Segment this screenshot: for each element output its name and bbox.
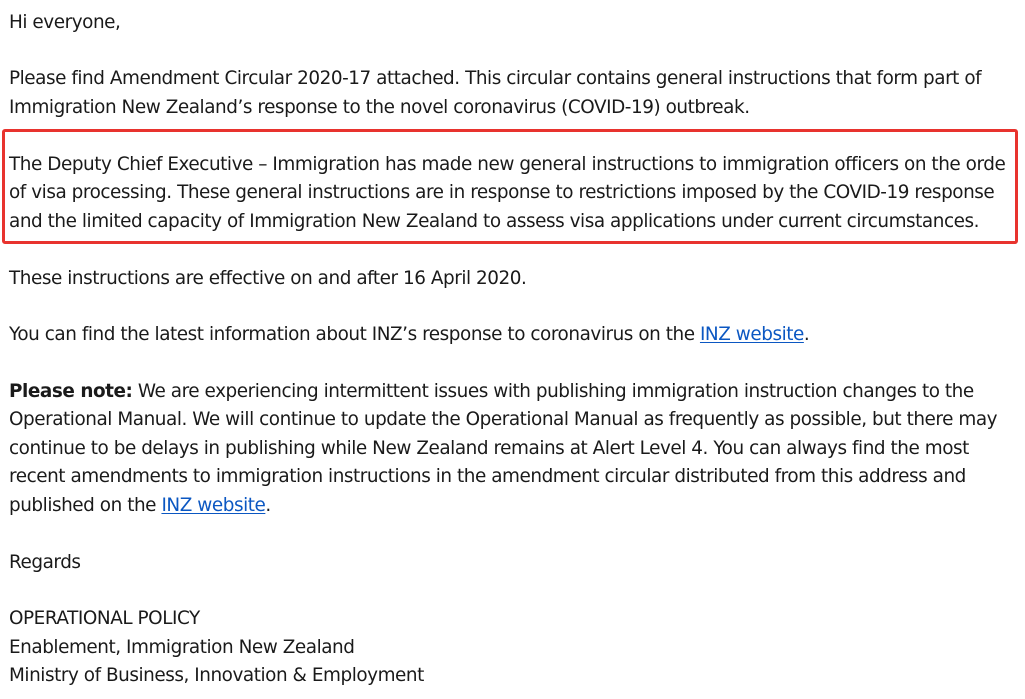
inz-website-link-2[interactable]: INZ website bbox=[161, 495, 266, 516]
highlighted-line-2: of visa processing. These general instructions are in response to restrictions imposed by the COVID-19 response bbox=[9, 182, 995, 203]
greeting: Hi everyone, bbox=[9, 12, 121, 33]
note-line-4: recent amendments to immigration instructions in the amendment circular distributed from this address and bbox=[9, 466, 966, 487]
latest-info-suffix: . bbox=[803, 324, 810, 345]
latest-info-text bbox=[9, 321, 809, 349]
highlighted-line-3: and the limited capacity of Immigration New Zealand to assess visa applications under current circumstances. bbox=[9, 211, 980, 232]
note-line-1-text: We are experiencing intermittent issues with publishing immigration instruction changes to the bbox=[132, 381, 974, 402]
signature-line-2: Enablement, Immigration New Zealand bbox=[9, 637, 355, 658]
note-line-5 bbox=[9, 492, 271, 520]
effective-date-text: These instructions are effective on and after 16 April 2020. bbox=[9, 268, 527, 289]
note-line-3: continue to be delays in publishing while New Zealand remains at Alert Level 4. You can always find the most bbox=[9, 438, 969, 459]
inz-website-link[interactable]: INZ website bbox=[699, 324, 804, 345]
note-line-2: Operational Manual. We will continue to update the Operational Manual as frequently as possible, but there may bbox=[9, 409, 998, 430]
signature-line-3: Ministry of Business, Innovation & Employment bbox=[9, 665, 424, 686]
intro-line-1: Please find Amendment Circular 2020-17 attached. This circular contains general instructions that form part of bbox=[9, 68, 982, 89]
note-label: Please note: bbox=[9, 381, 133, 402]
intro-line-2: Immigration New Zealand’s response to the novel coronavirus (COVID-19) outbreak. bbox=[9, 97, 750, 118]
latest-info-prefix: You can find the latest information about INZ’s response to coronavirus on the bbox=[9, 324, 700, 345]
note-line-5-prefix: published on the bbox=[9, 495, 162, 516]
signature-line-1: OPERATIONAL POLICY bbox=[9, 608, 200, 629]
highlighted-line-1: The Deputy Chief Executive – Immigration has made new general instructions to immigration officers on the orde bbox=[9, 154, 1006, 175]
note-line-5-suffix: . bbox=[265, 495, 271, 516]
closing: Regards bbox=[9, 552, 81, 573]
note-line-1 bbox=[9, 378, 974, 406]
